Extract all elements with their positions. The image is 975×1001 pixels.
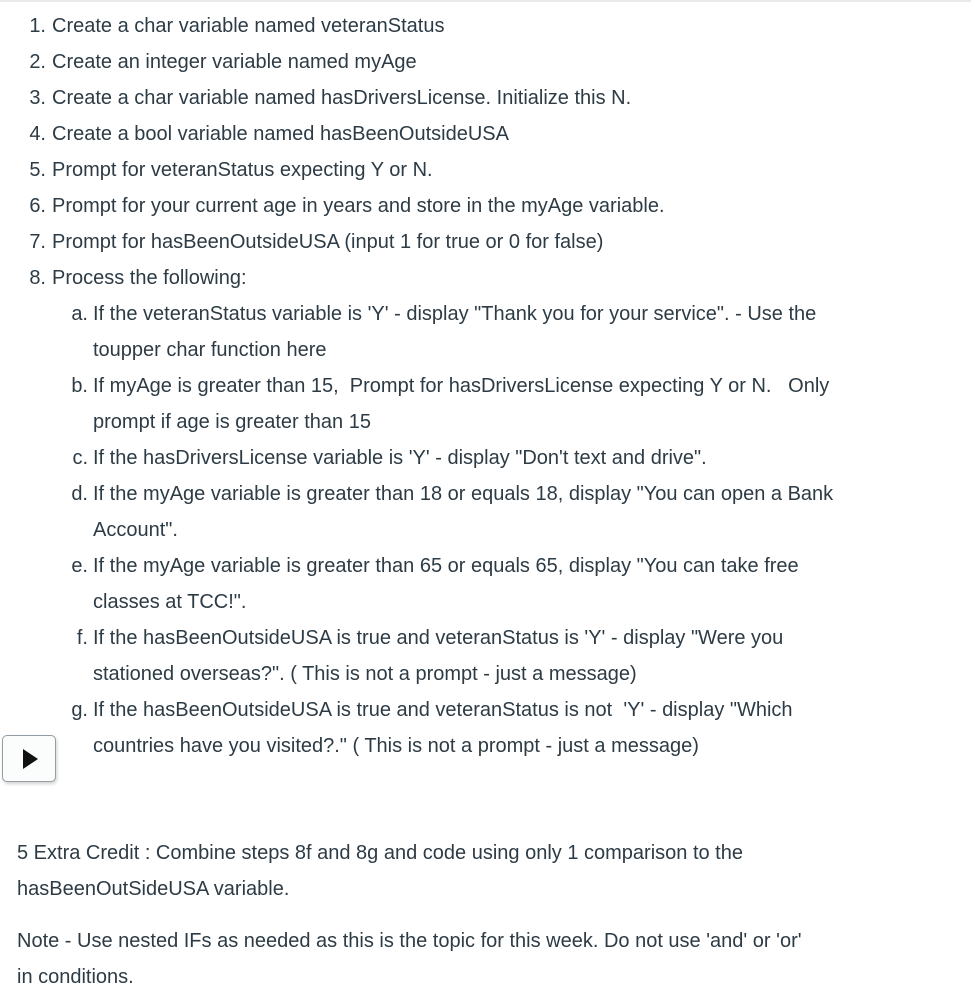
sub-step-letter: b. xyxy=(71,375,88,397)
step-number: 2. xyxy=(29,51,46,73)
step-4 xyxy=(0,116,975,152)
sub-step-text-line: prompt if age is greater than 15 xyxy=(93,411,371,433)
sub-step-g xyxy=(0,692,975,764)
step-number: 7. xyxy=(29,231,46,253)
content-top-divider xyxy=(0,0,971,2)
step-text: Prompt for hasBeenOutsideUSA (input 1 for true or 0 for false) xyxy=(52,231,604,253)
step-number: 1. xyxy=(29,15,46,37)
note-text-line: in conditions. xyxy=(17,966,134,988)
sub-step-text-line: If the hasDriversLicense variable is 'Y' - display "Don't text and drive". xyxy=(93,447,707,469)
sub-step-text-line: stationed overseas?". ( This is not a prompt - just a message) xyxy=(93,663,637,685)
step-number: 6. xyxy=(29,195,46,217)
step-text: Prompt for your current age in years and store in the myAge variable. xyxy=(52,195,665,217)
step-3 xyxy=(0,80,975,116)
sub-step-text-line: toupper char function here xyxy=(93,339,327,361)
sub-step-letter: d. xyxy=(71,483,88,505)
sub-step-letter: g. xyxy=(71,699,88,721)
sub-step-a xyxy=(0,296,975,368)
expand-media-button[interactable] xyxy=(2,735,56,782)
step-6 xyxy=(0,188,975,224)
note-paragraph xyxy=(17,923,967,995)
sub-step-text-line: If myAge is greater than 15, Prompt for hasDriversLicense expecting Y or N. Only xyxy=(93,375,830,397)
sub-step-letter: f. xyxy=(76,627,88,649)
sub-step-letter: e. xyxy=(71,555,88,577)
sub-step-text-line: If the myAge variable is greater than 18 or equals 18, display "You can open a Bank xyxy=(93,483,834,505)
sub-step-c xyxy=(0,440,975,476)
step-8 xyxy=(0,260,975,296)
sub-step-text-line: If the hasBeenOutsideUSA is true and veteranStatus is 'Y' - display "Were you xyxy=(93,627,784,649)
assignment-instructions xyxy=(0,8,975,764)
sub-step-letter: c. xyxy=(72,447,88,469)
step-number: 4. xyxy=(29,123,46,145)
play-icon xyxy=(23,749,38,769)
step-5 xyxy=(0,152,975,188)
extra-credit-text-line: 5 Extra Credit : Combine steps 8f and 8g and code using only 1 comparison to the xyxy=(17,842,743,864)
sub-steps-list xyxy=(0,296,975,764)
sub-step-text-line: If the hasBeenOutsideUSA is true and veteranStatus is not 'Y' - display "Which xyxy=(93,699,793,721)
sub-step-e xyxy=(0,548,975,620)
steps-list xyxy=(0,8,975,296)
note-text-line: Note - Use nested IFs as needed as this is the topic for this week. Do not use 'and' or 'or' xyxy=(17,930,802,952)
extra-credit-paragraph xyxy=(17,835,967,907)
extra-credit-text-line: hasBeenOutSideUSA variable. xyxy=(17,878,290,900)
step-text: Create an integer variable named myAge xyxy=(52,51,417,73)
step-text: Process the following: xyxy=(52,267,247,289)
sub-step-text-line: Account". xyxy=(93,519,178,541)
step-number: 5. xyxy=(29,159,46,181)
step-text: Create a char variable named veteranStatus xyxy=(52,15,445,37)
sub-step-text-line: countries have you visited?." ( This is not a prompt - just a message) xyxy=(93,735,699,757)
sub-step-d xyxy=(0,476,975,548)
step-text: Create a bool variable named hasBeenOutsideUSA xyxy=(52,123,509,145)
sub-step-text-line: If the veteranStatus variable is 'Y' - display "Thank you for your service". - Use the xyxy=(93,303,817,325)
sub-step-b xyxy=(0,368,975,440)
step-number: 3. xyxy=(29,87,46,109)
sub-step-f xyxy=(0,620,975,692)
step-text: Prompt for veteranStatus expecting Y or N. xyxy=(52,159,433,181)
sub-step-text-line: classes at TCC!". xyxy=(93,591,247,613)
step-number: 8. xyxy=(29,267,46,289)
step-1 xyxy=(0,8,975,44)
step-2 xyxy=(0,44,975,80)
sub-step-letter: a. xyxy=(71,303,88,325)
sub-step-text-line: If the myAge variable is greater than 65 or equals 65, display "You can take free xyxy=(93,555,799,577)
step-text: Create a char variable named hasDriversLicense. Initialize this N. xyxy=(52,87,632,109)
step-7 xyxy=(0,224,975,260)
